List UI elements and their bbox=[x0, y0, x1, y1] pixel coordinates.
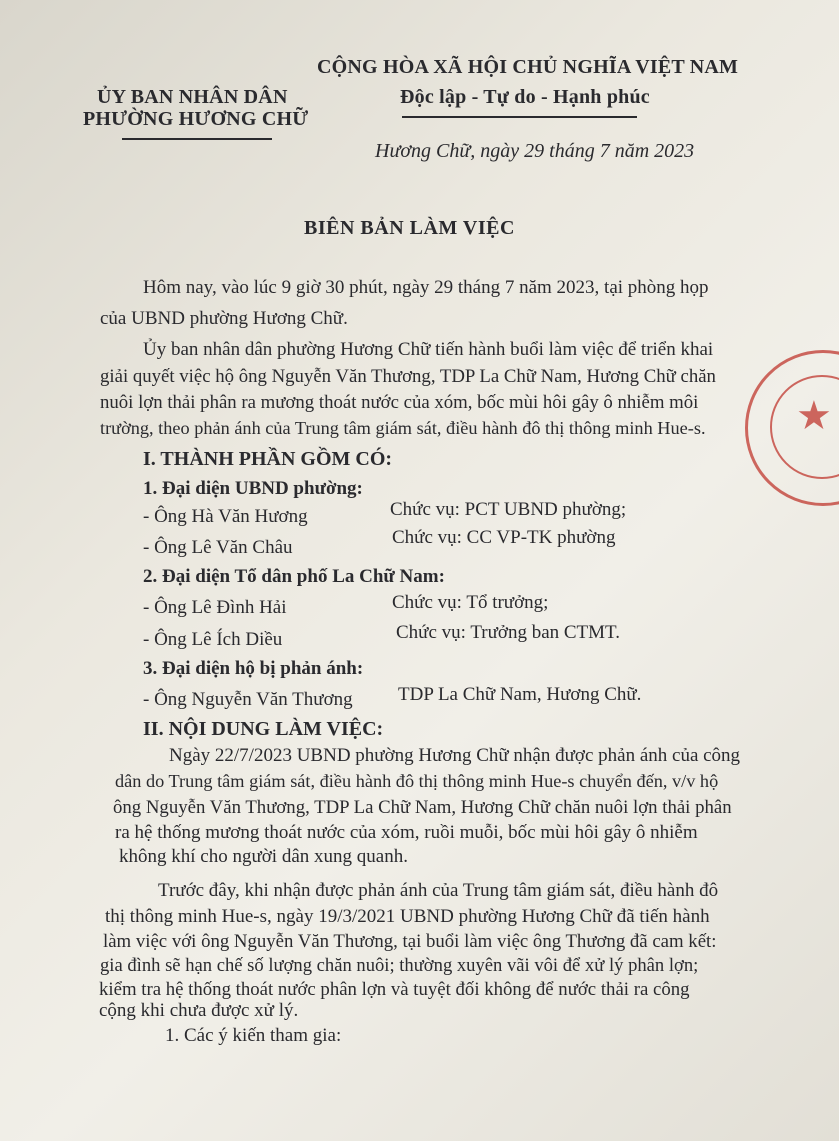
group3-heading: 3. Đại diện hộ bị phản ánh: bbox=[143, 658, 364, 679]
intro-p2-line2: giải quyết việc hộ ông Nguyễn Văn Thương, TDP La Chữ Nam, Hương Chữ chăn bbox=[100, 366, 716, 387]
section1-heading: I. THÀNH PHẦN GỒM CÓ: bbox=[143, 448, 393, 470]
g1-person1-name: - Ông Hà Văn Hương bbox=[143, 506, 308, 527]
s2-p2-line5: kiểm tra hệ thống thoát nước phân lợn và tuyệt đối không để nước thải ra công bbox=[99, 979, 690, 1000]
s2-item1: 1. Các ý kiến tham gia: bbox=[165, 1025, 342, 1046]
s2-p2-line6: cộng khi chưa được xử lý. bbox=[99, 1000, 299, 1021]
g2-person2-role: Chức vụ: Trưởng ban CTMT. bbox=[396, 622, 621, 643]
g2-person1-role: Chức vụ: Tổ trưởng; bbox=[392, 592, 549, 613]
s2-p2-line2: thị thông minh Hue-s, ngày 19/3/2021 UBND phường Hương Chữ đã tiến hành bbox=[105, 906, 710, 927]
document-title: BIÊN BẢN LÀM VIỆC bbox=[304, 217, 515, 239]
nation-motto: Độc lập - Tự do - Hạnh phúc bbox=[400, 86, 650, 108]
intro-p2-line4: trường, theo phản ánh của Trung tâm giám sát, điều hành đô thị thông minh Hue-s. bbox=[100, 418, 706, 438]
g2-person1-name: - Ông Lê Đình Hải bbox=[143, 597, 287, 618]
intro-p2-line3: nuôi lợn thải phân ra mương thoát nước của xóm, bốc mùi hôi gây ô nhiễm môi bbox=[100, 392, 699, 413]
s2-p1-line3: ông Nguyễn Văn Thương, TDP La Chữ Nam, Hương Chữ chăn nuôi lợn thải phân bbox=[113, 797, 732, 818]
s2-p2-line3: làm việc với ông Nguyễn Văn Thương, tại buổi làm việc ông Thương đã cam kết: bbox=[103, 931, 717, 952]
s2-p2-line4: gia đình sẽ hạn chế số lượng chăn nuôi; thường xuyên vãi vôi để xử lý phân lợn; bbox=[100, 955, 699, 976]
g2-person2-name: - Ông Lê Ích Diều bbox=[143, 629, 283, 650]
s2-p1-line2: dân do Trung tâm giám sát, điều hành đô thị thông minh Hue-s chuyển đến, v/v hộ bbox=[115, 771, 719, 791]
g1-person1-role: Chức vụ: PCT UBND phường; bbox=[390, 499, 627, 520]
group1-heading: 1. Đại diện UBND phường: bbox=[143, 478, 363, 499]
nation-title: CỘNG HÒA XÃ HỘI CHỦ NGHĨA VIỆT NAM bbox=[317, 56, 739, 78]
stamp-star-icon: ★ bbox=[796, 393, 832, 439]
s2-p1-line4: ra hệ thống mương thoát nước của xóm, ruồi muỗi, bốc mùi hôi gây ô nhiễm bbox=[115, 822, 698, 843]
s2-p1-line1: Ngày 22/7/2023 UBND phường Hương Chữ nhận được phản ánh của công bbox=[169, 745, 741, 766]
group2-heading: 2. Đại diện Tổ dân phố La Chữ Nam: bbox=[143, 566, 445, 587]
agency-underline bbox=[122, 138, 272, 140]
g1-person2-name: - Ông Lê Văn Châu bbox=[143, 537, 293, 558]
section2-heading: II. NỘI DUNG LÀM VIỆC: bbox=[143, 718, 384, 740]
g1-person2-role: Chức vụ: CC VP-TK phường bbox=[392, 527, 616, 548]
s2-p2-line1: Trước đây, khi nhận được phản ánh của Trung tâm giám sát, điều hành đô bbox=[158, 880, 719, 901]
g3-person1-role: TDP La Chữ Nam, Hương Chữ. bbox=[398, 684, 642, 705]
intro-p1-line1: Hôm nay, vào lúc 9 giờ 30 phút, ngày 29 tháng 7 năm 2023, tại phòng họp bbox=[143, 277, 709, 298]
agency-name-line2: PHƯỜNG HƯƠNG CHỮ bbox=[83, 108, 309, 130]
intro-p1-line2: của UBND phường Hương Chữ. bbox=[100, 308, 348, 329]
g3-person1-name: - Ông Nguyễn Văn Thương bbox=[143, 689, 353, 710]
place-date: Hương Chữ, ngày 29 tháng 7 năm 2023 bbox=[375, 140, 695, 162]
agency-name-line1: ỦY BAN NHÂN DÂN bbox=[97, 86, 288, 108]
s2-p1-line5: không khí cho người dân xung quanh. bbox=[119, 846, 408, 867]
official-stamp bbox=[745, 350, 839, 506]
motto-underline bbox=[402, 116, 637, 118]
intro-p2-line1: Ủy ban nhân dân phường Hương Chữ tiến hành buổi làm việc để triển khai bbox=[143, 339, 714, 360]
